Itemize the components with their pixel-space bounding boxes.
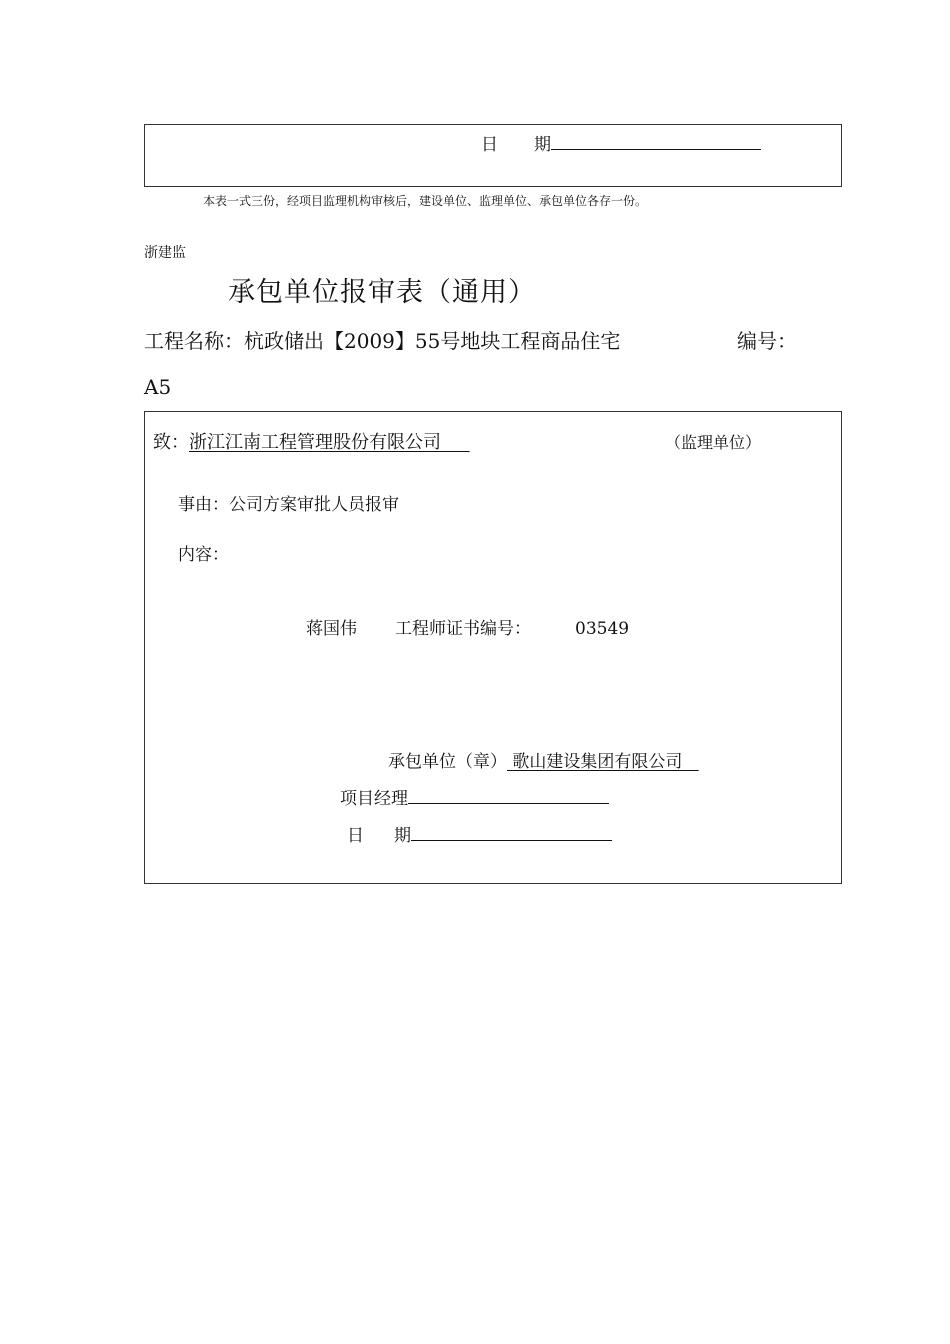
manager-signature-line <box>408 788 609 804</box>
main-date-line <box>411 825 612 841</box>
addressee-role: （监理单位） <box>665 433 762 452</box>
form-code: 浙建监 <box>144 245 186 261</box>
project-name-label: 工程名称： <box>144 329 244 353</box>
manager-label: 项目经理 <box>340 789 408 809</box>
manager-row <box>340 784 609 809</box>
top-date-line <box>551 134 761 150</box>
top-date-label-2: 期 <box>534 135 551 155</box>
addressee-row <box>153 428 470 454</box>
reason-text: 事由：公司方案审批人员报审 <box>178 495 399 515</box>
main-date-label-2: 期 <box>394 826 411 846</box>
main-form-box <box>144 411 842 884</box>
project-name-row <box>144 325 620 354</box>
page-title: 承包单位报审表（通用） <box>228 277 536 308</box>
personnel-row <box>306 614 629 639</box>
form-number-value: A5 <box>144 375 172 399</box>
main-date-row <box>347 821 612 846</box>
content-label: 内容： <box>178 545 229 565</box>
cert-label: 工程师证书编号： <box>395 619 531 639</box>
addressee-label: 致： <box>153 432 189 453</box>
person-name: 蒋国伟 <box>306 619 357 639</box>
top-date-row <box>481 130 761 155</box>
copies-note: 本表一式三份，经项目监理机构审核后，建设单位、监理单位、承包单位各存一份。 <box>203 194 648 208</box>
cert-number: 03549 <box>575 619 630 639</box>
project-name-value: 杭政储出【2009】55号地块工程商品住宅 <box>244 329 621 353</box>
top-signature-box <box>144 124 842 187</box>
top-date-label-1: 日 <box>481 135 498 155</box>
contractor-label: 承包单位（章） <box>388 752 507 772</box>
contractor-row <box>388 747 699 772</box>
main-date-label-1: 日 <box>347 826 364 846</box>
form-number-label: 编号： <box>737 329 797 353</box>
addressee-company: 浙江江南工程管理股份有限公司 <box>189 432 441 453</box>
contractor-name: 歌山建设集团有限公司 <box>512 752 683 772</box>
